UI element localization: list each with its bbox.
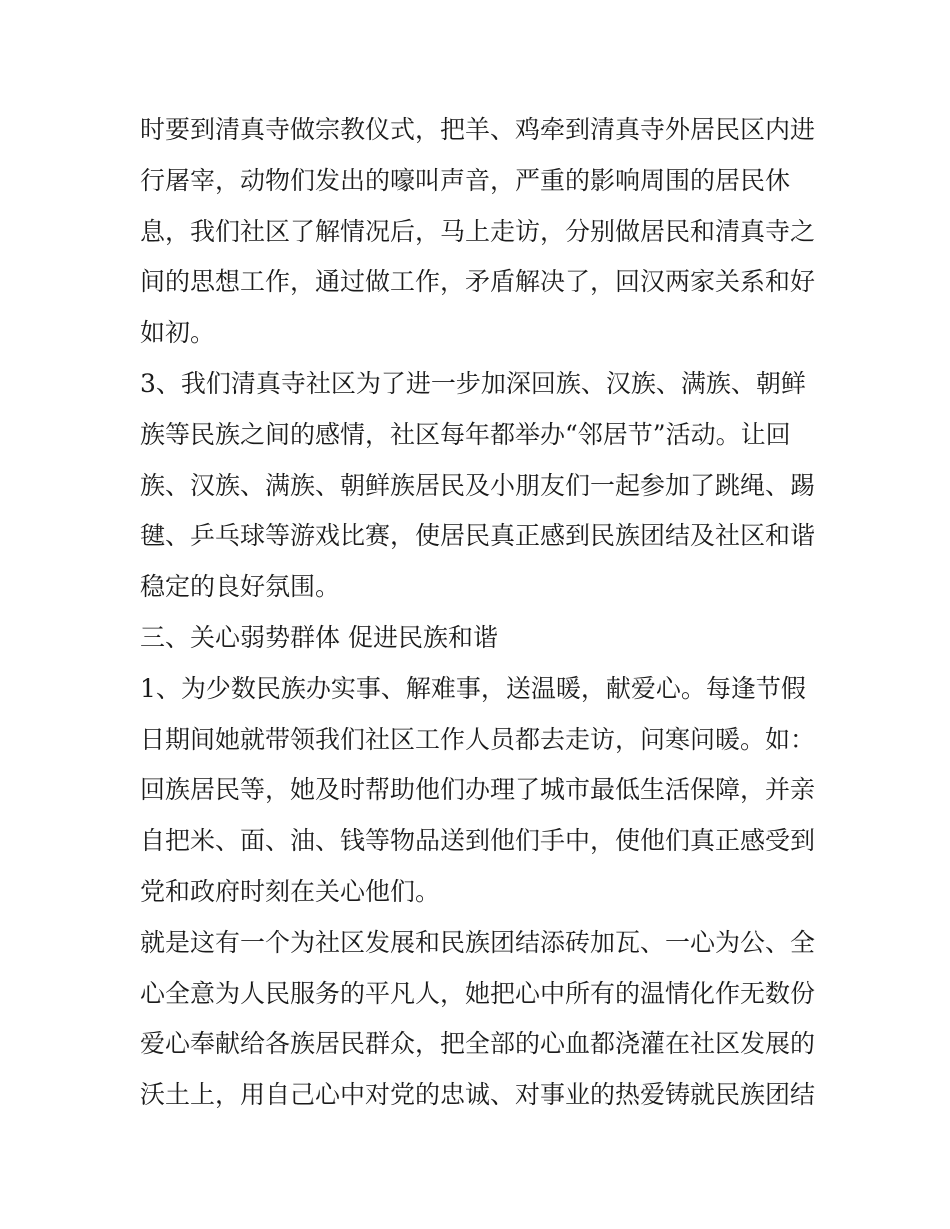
text-line: 党和政府时刻在关心他们。	[140, 876, 441, 906]
text-line: 毽、乒乓球等游戏比赛，使居民真正感到民族团结及社区和谐	[140, 521, 816, 551]
text-line: 爱心奉献给各族居民群众，把全部的心血都浇灌在社区发展的	[140, 1029, 816, 1059]
text-line: 稳定的良好氛围。	[140, 572, 341, 602]
text-line: 回族居民等，她及时帮助他们办理了城市最低生活保障，并亲	[140, 775, 816, 805]
text-line: 日期间她就带领我们社区工作人员都去走访，问寒问暖。如：	[140, 724, 816, 754]
text-line: 族、汉族、满族、朝鲜族居民及小朋友们一起参加了跳绳、踢	[140, 470, 816, 500]
section-heading: 三、关心弱势群体 促进民族和谐	[140, 622, 498, 652]
text-line: 就是这有一个为社区发展和民族团结添砖加瓦、一心为公、全	[140, 927, 816, 957]
text-line: 3、我们清真寺社区为了进一步加深回族、汉族、满族、朝鲜	[140, 368, 806, 398]
text-line: 如初。	[140, 318, 216, 348]
text-line: 心全意为人民服务的平凡人，她把心中所有的温情化作无数份	[140, 978, 816, 1008]
body-text	[140, 105, 820, 1121]
text-line: 息，我们社区了解情况后，马上走访，分别做居民和清真寺之	[140, 216, 816, 246]
text-line: 时要到清真寺做宗教仪式，把羊、鸡牵到清真寺外居民区内进	[140, 115, 816, 144]
text-line: 族等民族之间的感情，社区每年都举办“邻居节”活动。让回	[140, 419, 791, 449]
text-line: 自把米、面、油、钱等物品送到他们手中，使他们真正感受到	[140, 826, 816, 856]
text-line: 沃土上，用自己心中对党的忠诚、对事业的热爱铸就民族团结	[140, 1080, 816, 1110]
text-line: 间的思想工作，通过做工作，矛盾解决了，回汉两家关系和好	[140, 267, 816, 297]
text-line: 1、为少数民族办实事、解难事，送温暖，献爱心。每逢节假	[140, 673, 806, 703]
text-line: 行屠宰，动物们发出的嚎叫声音，严重的影响周围的居民休	[140, 165, 791, 195]
